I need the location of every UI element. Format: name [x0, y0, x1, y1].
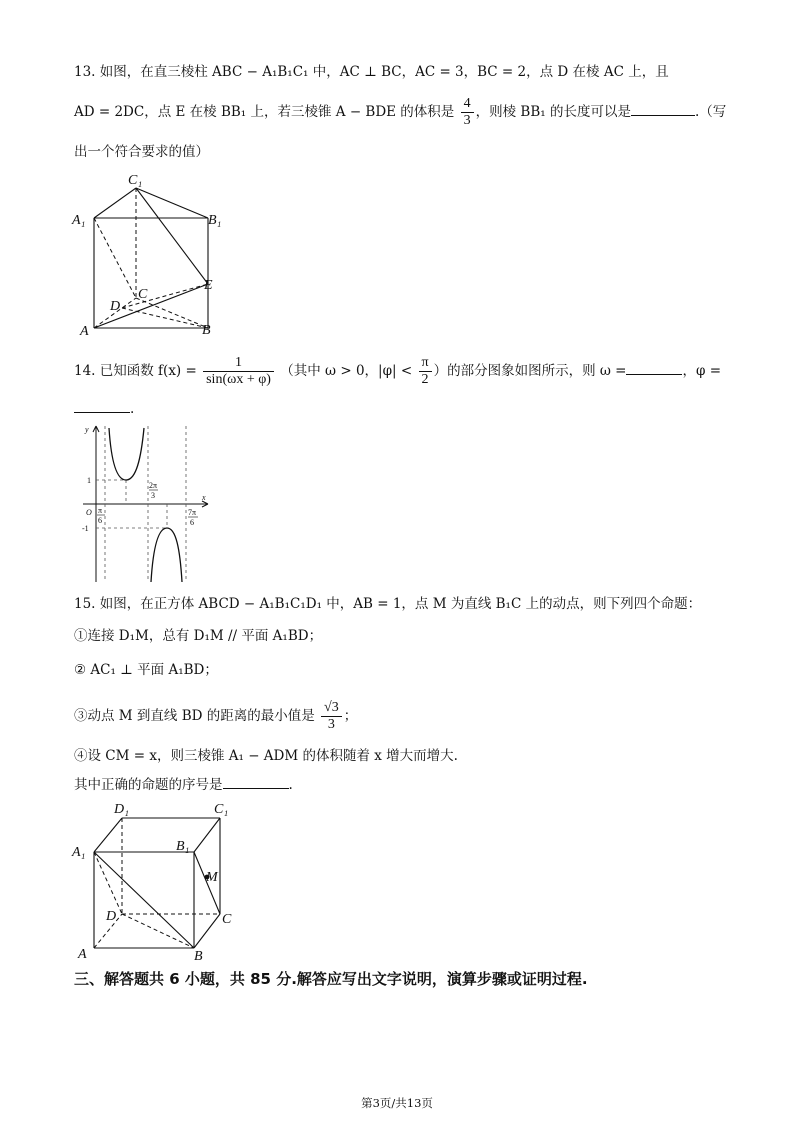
x-label: x [202, 493, 206, 502]
label-a1: A₁ [72, 213, 86, 228]
q14-cond-b: ）的部分图象如图所示，则 ω = [433, 363, 627, 379]
q15-cube-figure [70, 798, 242, 964]
page-footer: 第3页/共13页 [361, 1096, 433, 1110]
q14-phi-blank[interactable] [74, 398, 130, 413]
q13-line2-a: AD = 2DC，点 E 在棱 BB₁ 上，若三棱锥 A − BDE 的体积是 [74, 104, 455, 120]
label-c: C [222, 912, 232, 927]
edge-de [122, 284, 208, 308]
diag-a1d [94, 852, 122, 914]
label-c1: C₁ [214, 802, 229, 817]
label-b1: B₁ [208, 213, 222, 228]
origin-label: O [86, 508, 92, 517]
q15-statement-1: ①连接 D₁M，总有 D₁M // 平面 A₁BD； [74, 628, 323, 644]
q15-answer-blank[interactable] [223, 774, 289, 789]
q14-function-fraction [203, 355, 274, 388]
q14-pi-den: 2 [421, 372, 429, 387]
label-b1: B₁ [176, 839, 190, 854]
label-e: E [204, 278, 213, 293]
label-c: C [138, 287, 148, 302]
q14-sep: ，φ = [682, 363, 722, 379]
label-m: M [206, 870, 218, 885]
tick-2pi3-den: 3 [151, 491, 155, 500]
label-d: D [106, 909, 117, 924]
label-d1: D₁ [114, 802, 129, 817]
label-a: A [80, 324, 89, 339]
diag-db [122, 914, 194, 948]
edge-bc [194, 914, 220, 948]
q13-line1: 13. 如图，在直三棱柱 ABC − A₁B₁C₁ 中，AC ⊥ BC，AC = 3，BC = 2，点 D 在棱 AC 上，且 [74, 64, 669, 80]
q14-cond-a: （其中 ω > 0，|φ| < [280, 363, 413, 379]
edge-a1c [94, 218, 136, 298]
diag-a1b [94, 852, 194, 948]
edge-db [122, 308, 208, 328]
label-a1: A₁ [72, 845, 86, 860]
y-label: y [85, 425, 89, 434]
q13-line2 [74, 96, 726, 129]
lower-branch [151, 528, 182, 582]
q15-s3-b: ； [343, 708, 358, 724]
q13-vol-den: 3 [463, 113, 471, 128]
q14-omega-blank[interactable] [626, 360, 682, 375]
label-b: B [202, 323, 211, 338]
tick-pi6-num: π [98, 506, 103, 515]
q13-volume-fraction [461, 96, 474, 129]
q15-statement-2: ② AC₁ ⊥ 平面 A₁BD； [74, 662, 218, 678]
q15-s3-num: √3 [321, 700, 342, 717]
q13-vol-num: 4 [461, 96, 474, 113]
q15-ask [74, 774, 293, 795]
q15-s3-den: 3 [327, 717, 335, 732]
edge-c1e [136, 188, 208, 284]
q14-prefix: 14. 已知函数 f(x) = [74, 363, 197, 379]
y-tick-neg1: -1 [82, 524, 89, 533]
tick-2pi3-num: 2π [149, 481, 158, 490]
q13-prism-figure [70, 168, 230, 340]
q15-ask-text: 其中正确的命题的序号是 [74, 777, 223, 793]
q15-statement-3 [74, 700, 357, 733]
q15-ask-end: . [288, 777, 293, 793]
q13-answer-blank[interactable] [631, 101, 695, 116]
label-d: D [110, 299, 121, 314]
section-3-heading: 三、解答题共 6 小题，共 85 分.解答应写出文字说明，演算步骤或证明过程. [74, 970, 588, 988]
q15-s3-fraction [321, 700, 342, 733]
label-b: B [194, 949, 203, 964]
q14-line1 [74, 355, 721, 388]
tick-7pi6-num: 7π [188, 508, 197, 517]
q13-line3: 出一个符合要求的值） [74, 144, 209, 160]
q14-pi-fraction [419, 355, 432, 388]
edge-cb [136, 298, 208, 328]
y-tick-1: 1 [87, 476, 91, 485]
edge-d1a1 [94, 818, 122, 852]
q15-s3-a: ③动点 M 到直线 BD 的距离的最小值是 [74, 708, 315, 724]
q15-statement-4: ④设 CM = x，则三棱锥 A₁ − ADM 的体积随着 x 增大而增大. [74, 748, 458, 764]
q13-line2-c: .（写 [694, 104, 727, 120]
q14-pi-num: π [419, 355, 432, 372]
q14-frac-num: 1 [203, 355, 274, 372]
label-a: A [78, 947, 87, 962]
q13-line2-b: ，则棱 BB₁ 的长度可以是 [475, 104, 631, 120]
q14-frac-den: sin(ωx + φ) [206, 372, 271, 387]
edge-a1c1 [94, 188, 136, 218]
tick-7pi6-den: 6 [190, 518, 194, 527]
label-c1: C₁ [128, 173, 143, 188]
q15-line1: 15. 如图，在正方体 ABCD − A₁B₁C₁D₁ 中，AB = 1，点 M 为直线 B₁C 上的动点，则下列四个命题： [74, 596, 702, 612]
tick-pi6-den: 6 [98, 516, 102, 525]
q14-line2-end: . [130, 401, 135, 417]
q14-graph [78, 424, 214, 584]
upper-branch [109, 428, 144, 480]
q14-line2 [74, 398, 134, 419]
edge-b1c1 [194, 818, 220, 852]
